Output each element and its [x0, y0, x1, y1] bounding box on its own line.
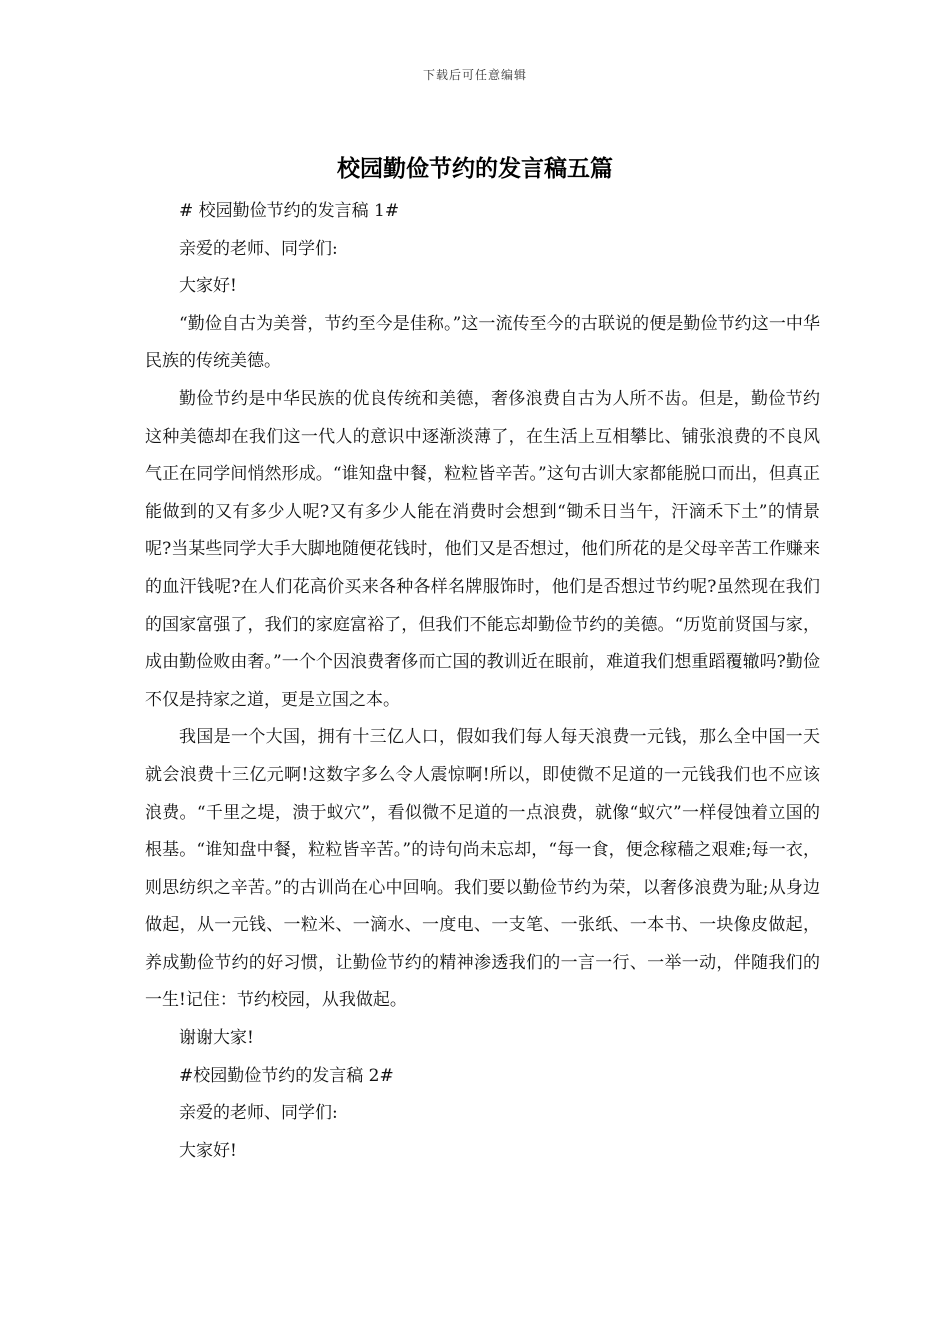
body-paragraph: “勤俭自古为美誉，节约至今是佳称。”这一流传至今的古联说的便是勤俭节约这一中华民族的传统美德。	[145, 313, 820, 372]
section-heading-1: # 校园勤俭节约的发言稿 1#	[179, 201, 400, 221]
page-header-note: 下载后可任意编辑	[422, 68, 527, 82]
salutation: 亲爱的老师、同学们:	[179, 238, 338, 259]
greeting: 大家好!	[179, 276, 237, 297]
section-heading-2: #校园勤俭节约的发言稿 2#	[179, 1065, 394, 1086]
document-title: 校园勤俭节约的发言稿五篇	[337, 155, 613, 182]
salutation: 亲爱的老师、同学们:	[179, 1103, 338, 1124]
body-paragraph: 我国是一个大国，拥有十三亿人口，假如我们每人每天浪费一元钱，那么全中国一天就会浪费十三亿元啊!这数字多么令人震惊啊!所以，即使微不足道的一元钱我们也不应该浪费。“千里之堤，溃于蚁穴”，看似微不足道的一点浪费，就像“蚁穴”一样侵蚀着立国的根基。“谁知盘中餐，粒粒皆辛苦。”的诗句尚未忘却，“每一食，便念稼穑之艰难;每一衣，则思纺织之辛苦。”的古训尚在心中回响。我们要以勤俭节约为荣，以奢侈浪费为耻;从身边做起，从一元钱、一粒米、一滴水、一度电、一支笔、一张纸、一本书、一块像皮做起，养成勤俭节约的好习惯，让勤俭节约的精神渗透我们的一言一行、一举一动，伴随我们的一生!记住：节约校园，从我做起。	[145, 727, 820, 1011]
document-body	[145, 193, 820, 1170]
greeting: 大家好!	[179, 1140, 237, 1161]
body-paragraph: 勤俭节约是中华民族的优良传统和美德，奢侈浪费自古为人所不齿。但是，勤俭节约这种美德却在我们这一代人的意识中逐渐淡薄了，在生活上互相攀比、铺张浪费的不良风气正在同学间悄然形成。“谁知盘中餐，粒粒皆辛苦。”这句古训大家都能脱口而出，但真正能做到的又有多少人呢?又有多少人能在消费时会想到“锄禾日当午，汗滴禾下土”的情景呢?当某些同学大手大脚地随便花钱时，他们又是否想过，他们所花的是父母辛苦工作赚来的血汗钱呢?在人们花高价买来各种各样名牌服饰时，他们是否想过节约呢?虽然现在我们的国家富强了，我们的家庭富裕了，但我们不能忘却勤俭节约的美德。“历览前贤国与家，成由勤俭败由奢。”一个个因浪费奢侈而亡国的教训近在眼前，难道我们想重蹈覆辙吗?勤俭不仅是持家之道，更是立国之本。	[145, 388, 820, 710]
closing-thanks: 谢谢大家!	[179, 1028, 254, 1049]
